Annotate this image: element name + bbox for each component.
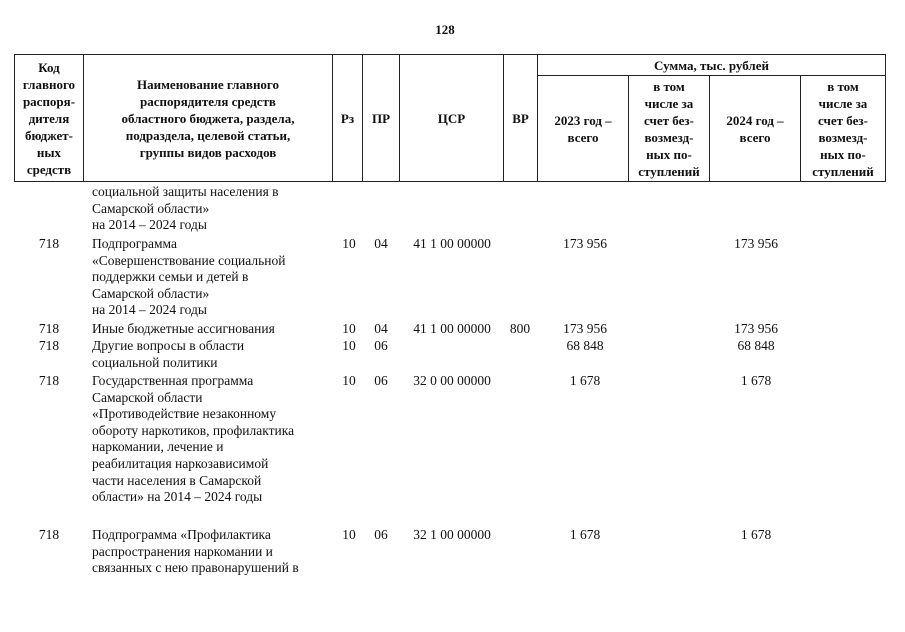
row-rz: 10 [342, 338, 356, 353]
row-pr: 04 [374, 236, 388, 251]
header-csr-text: ЦСР [437, 110, 466, 126]
page-number: 128 [435, 22, 455, 37]
header-2023-total-text: 2023 год – всего [554, 112, 612, 145]
header-2023-free-text: в том числе за счет без- возмезд- ных по- ступлений [638, 78, 700, 179]
header-pr [362, 54, 400, 182]
header-2024-free-text: в том числе за счет без- возмезд- ных по- ступлений [812, 78, 874, 179]
row-code: 718 [38, 373, 60, 388]
row-pr: 06 [374, 338, 388, 353]
header-pr-text: ПР [371, 110, 391, 126]
row-sum-2023: 68 848 [566, 338, 604, 353]
row-sum-2024: 173 956 [734, 321, 778, 336]
row-code: 718 [38, 527, 60, 542]
row-csr: 32 1 00 00000 [413, 527, 491, 542]
header-vr-text: ВР [512, 110, 529, 126]
header-vr [503, 54, 538, 182]
header-2024-total [709, 75, 801, 182]
row-sum-2024: 1 678 [740, 527, 772, 542]
row-code: 718 [38, 236, 60, 251]
header-sum-group-text: Сумма, тыс. рублей [654, 57, 769, 73]
row-code: 718 [38, 338, 60, 353]
row-rz: 10 [342, 527, 356, 542]
header-rz-text: Рз [340, 110, 355, 126]
header-sum-group [537, 54, 886, 76]
row-name: Подпрограмма «Совершенствование социальной поддержки семьи и детей в Самарской области» на 2014 – 2024 годы [92, 236, 286, 318]
header-name [83, 54, 333, 182]
row-name: Государственная программа Самарской области «Противодействие незаконному обороту наркотиков, профилактика наркомании, лечение и реабилитация наркозависимой части населения в Самарской области» на 2014 – 2024 годы [92, 373, 295, 505]
header-code [14, 54, 84, 182]
row-rz: 10 [342, 321, 356, 336]
header-2023-total [537, 75, 629, 182]
row-pr: 06 [374, 373, 388, 388]
row-code: 718 [38, 321, 60, 336]
row-name: Подпрограмма «Профилактика распространения наркомании и связанных с нею правонарушений в [92, 527, 299, 576]
header-2024-total-text: 2024 год – всего [726, 112, 784, 145]
row-sum-2024: 173 956 [734, 236, 778, 251]
row-csr: 32 0 00 00000 [413, 373, 491, 388]
row-csr: 41 1 00 00000 [413, 321, 491, 336]
header-rz [332, 54, 363, 182]
row-sum-2024: 1 678 [740, 373, 772, 388]
row-sum-2024: 68 848 [737, 338, 775, 353]
row-sum-2023: 173 956 [563, 236, 607, 251]
row-vr: 800 [509, 321, 531, 336]
header-code-text: Код главного распоря- дителя бюджет- ных средств [22, 59, 76, 177]
header-2024-free [800, 75, 886, 182]
row-rz: 10 [342, 373, 356, 388]
row-csr: 41 1 00 00000 [413, 236, 491, 251]
header-name-text: Наименование главного распорядителя средств областного бюджета, раздела, подраздела, целевой статьи, группы видов расходов [121, 76, 295, 160]
row-rz: 10 [342, 236, 356, 251]
row-pr: 06 [374, 527, 388, 542]
row-name: Другие вопросы в области социальной политики [92, 338, 245, 370]
header-2023-free [628, 75, 710, 182]
row-sum-2023: 1 678 [569, 373, 601, 388]
row-name: социальной защиты населения в Самарской области» на 2014 – 2024 годы [92, 184, 279, 233]
row-sum-2023: 1 678 [569, 527, 601, 542]
row-sum-2023: 173 956 [563, 321, 607, 336]
header-csr [399, 54, 504, 182]
row-name: Иные бюджетные ассигнования [92, 321, 275, 336]
row-pr: 04 [374, 321, 388, 336]
